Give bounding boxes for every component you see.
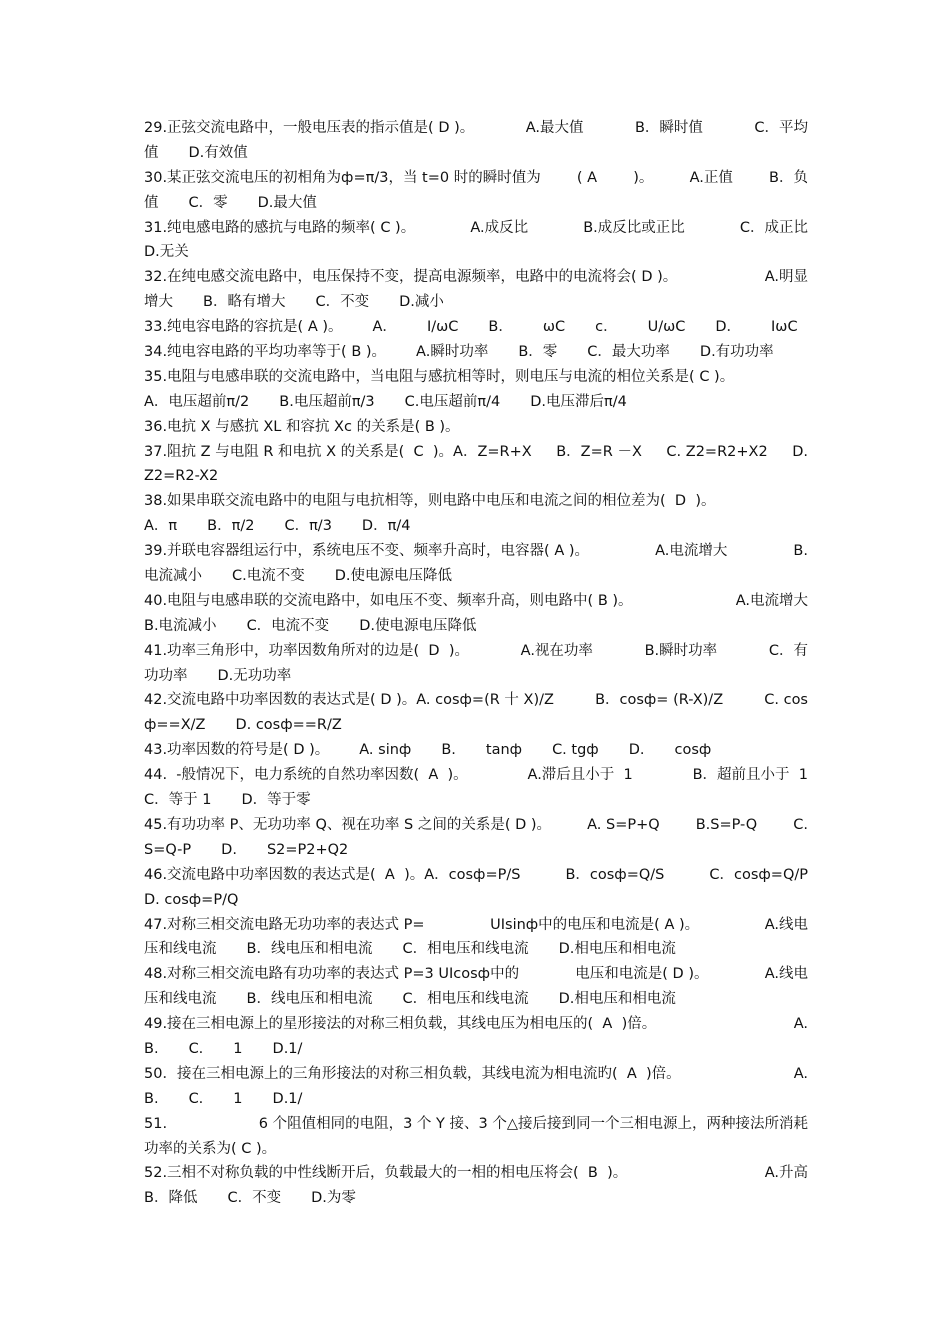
text-segment: B．线电压和相电流	[246, 941, 373, 958]
text-segment: 43.功率因数的符号是( D )。	[144, 742, 330, 759]
text-segment: A.视在功率	[520, 642, 593, 659]
text-line	[144, 564, 808, 589]
text-segment: D.	[628, 742, 645, 759]
text-segment: 1	[233, 1090, 243, 1107]
text-line	[144, 216, 808, 241]
text-segment: U/ωC	[647, 319, 686, 336]
text-segment: B．	[488, 319, 513, 336]
text-segment: A. S=P+Q	[587, 816, 660, 833]
text-segment: C．相电压和线电流	[402, 941, 529, 958]
text-segment: B．超前且小于 1	[692, 767, 808, 784]
text-segment: B.成反比或正比	[583, 219, 685, 236]
text-segment: B．瞬时值	[634, 120, 703, 136]
text-line	[144, 240, 808, 265]
text-segment: C．有	[768, 642, 808, 659]
text-segment: 33.纯电容电路的容抗是( A )。	[144, 319, 343, 336]
text-segment: )。	[633, 169, 654, 186]
text-segment: 35.电阻与电感串联的交流电路中，当电阻与感抗相等时，则电压与电流的相位关系是( C )。	[144, 368, 735, 385]
text-line	[144, 713, 808, 738]
text-segment: D.为零	[311, 1190, 356, 1207]
text-segment: A.线电	[764, 916, 808, 933]
text-line	[144, 1062, 808, 1087]
text-segment: C. tgф	[552, 742, 599, 759]
text-segment: 49.接在三相电源上的星形接法的对称三相负载，其线电压为相电压的( A )倍。	[144, 1016, 657, 1033]
text-line	[144, 1186, 808, 1211]
text-line	[144, 987, 808, 1012]
text-segment: D.无关	[144, 244, 189, 261]
text-segment: C．电流不变	[246, 617, 330, 634]
text-line	[144, 514, 808, 539]
text-segment: 功功率	[144, 667, 188, 684]
text-line	[144, 614, 808, 639]
text-segment: A.明显	[764, 269, 808, 286]
text-segment: A．π	[144, 518, 178, 535]
text-segment: ωC	[542, 319, 566, 336]
text-segment: ф==X/Z	[144, 717, 206, 734]
text-segment: 压和线电流	[144, 991, 217, 1008]
text-segment: 34.纯电容电路的平均功率等于( B )。	[144, 344, 387, 361]
text-segment: 37.阻抗 Z 与电阻 R 和电抗 X 的关系是( C )。A．Z=R+X	[144, 443, 532, 460]
text-segment: A.	[793, 1065, 808, 1082]
text-segment: B．略有增大	[203, 294, 286, 311]
text-segment: D.1/	[272, 1040, 303, 1057]
text-line	[144, 639, 808, 664]
text-line	[144, 664, 808, 689]
text-segment: B.瞬时功率	[644, 642, 718, 659]
text-segment: A.电流增大	[735, 592, 808, 609]
text-segment: C.	[793, 816, 808, 833]
text-segment: B．Z=R －X	[556, 443, 642, 460]
text-segment: c．	[595, 319, 618, 336]
text-line	[144, 440, 808, 465]
text-segment: B．cosф=Q/S	[565, 866, 665, 883]
text-segment: B.	[793, 543, 808, 560]
text-segment: 29.正弦交流电路中，一般电压表的指示值是( D )。	[144, 120, 475, 136]
text-line	[144, 763, 808, 788]
text-segment: C. cos	[764, 692, 808, 709]
text-segment: B．负	[769, 169, 808, 186]
text-segment: S2=P2+Q2	[266, 841, 349, 858]
text-segment: D.	[221, 841, 237, 858]
text-line	[144, 539, 808, 564]
text-segment: 48.对称三相交流电路有功功率的表达式 P=3 UIcosф中的	[144, 966, 520, 983]
text-segment: A.瞬时功率	[416, 344, 489, 361]
text-line	[144, 489, 808, 514]
text-segment: A. sinф	[359, 742, 412, 759]
text-line	[144, 589, 808, 614]
text-segment: C.电流不变	[232, 568, 305, 585]
text-line	[144, 265, 808, 290]
text-segment: 42.交流电路中功率因数的表达式是( D )。A. cosф=(R 十 X)/Z	[144, 692, 554, 709]
text-segment: C．平均	[754, 120, 808, 136]
text-segment: Z2=R2-X2	[144, 468, 219, 485]
text-line	[144, 116, 808, 141]
text-segment: I/ωC	[426, 319, 459, 336]
text-segment: UIsinф中的电压和电流是( A )。	[490, 916, 700, 933]
text-segment: D.相电压和相电流	[558, 941, 676, 958]
text-line	[144, 464, 808, 489]
text-segment: C．cosф=Q/P	[709, 866, 808, 883]
text-segment: 增大	[144, 294, 173, 311]
text-segment: D.有功功率	[699, 344, 774, 361]
text-segment: 39.并联电容器组运行中，系统电压不变、频率升高时，电容器( A )。	[144, 543, 590, 560]
text-segment: 30.某正弦交流电压的初相角为ф=π/3，当 t=0 时的瞬时值为	[144, 169, 541, 186]
text-segment: D.有效值	[188, 144, 248, 161]
text-line	[144, 191, 808, 216]
text-line	[144, 1037, 808, 1062]
text-segment: 47.对称三相交流电路无功功率的表达式 P=	[144, 916, 425, 933]
text-segment: cosф	[674, 742, 712, 759]
text-segment: C. Z2=R2+X2	[666, 443, 768, 460]
text-segment: A．	[372, 319, 397, 336]
text-segment: B．线电压和相电流	[246, 991, 373, 1008]
text-line	[144, 1112, 808, 1137]
text-segment: 40.电阻与电感串联的交流电路中，如电压不变、频率升高，则电路中( B )。	[144, 592, 633, 609]
text-segment: 32.在纯电感交流电路中，电压保持不变，提高电源频率，电路中的电流将会( D )。	[144, 269, 678, 286]
text-segment: D. cosф==R/Z	[235, 717, 342, 734]
text-line	[144, 415, 808, 440]
text-segment: IωC	[771, 319, 798, 336]
text-segment: C.	[188, 1040, 204, 1057]
text-line	[144, 738, 808, 763]
text-segment: C．π/3	[284, 518, 332, 535]
text-segment: 45.有功功率 P、无功功率 Q、视在功率 S 之间的关系是( D )。	[144, 816, 552, 833]
text-segment: D.1/	[272, 1090, 303, 1107]
text-segment: B．π/2	[207, 518, 255, 535]
text-segment: 50．接在三相电源上的三角形接法的对称三相负载，其线电流为相电流旳( A )倍。	[144, 1065, 681, 1082]
text-line	[144, 290, 808, 315]
text-segment: 41.功率三角形中，功率因数角所对的边是( D )。	[144, 642, 469, 659]
text-segment: 电压和电流是( D )。	[575, 966, 709, 983]
text-segment: D.使电源电压降低	[334, 568, 453, 585]
text-segment: C．等于 1	[144, 792, 212, 809]
text-segment: 31.纯电感电路的感抗与电路的频率( C )。	[144, 219, 416, 236]
document-page	[144, 116, 808, 1211]
text-segment: B.	[144, 1090, 159, 1107]
text-segment: 6 个阻值相同的电阻，3 个 Y 接、3 个△接后接到同一个三相电源上，两种接法所消耗	[258, 1115, 808, 1132]
text-line	[144, 813, 808, 838]
text-segment: B.S=P-Q	[695, 816, 758, 833]
text-segment: 46.交流电路中功率因数的表达式是( A )。A．cosф=P/S	[144, 866, 521, 883]
text-segment: A.升高	[764, 1165, 808, 1182]
text-segment: D.	[792, 443, 808, 460]
text-segment: 38.如果串联交流电路中的电阻与电抗相等，则电路中电压和电流之间的相位差为( D )。	[144, 493, 716, 510]
text-segment: D.减小	[399, 294, 444, 311]
text-line	[144, 913, 808, 938]
text-segment: B.电流减小	[144, 617, 217, 634]
text-line	[144, 365, 808, 390]
text-segment: A.最大值	[525, 120, 584, 136]
text-segment: 44. -般情况下，电力系统的自然功率因数( A )。	[144, 767, 468, 784]
text-line	[144, 1012, 808, 1037]
text-segment: B．零	[518, 344, 558, 361]
text-segment: ( A	[576, 169, 598, 186]
text-line	[144, 1161, 808, 1186]
text-line	[144, 888, 808, 913]
text-segment: S=Q-P	[144, 841, 192, 858]
text-segment: B.电压超前π/3	[279, 393, 375, 410]
text-line	[144, 315, 808, 340]
text-segment: A.	[793, 1016, 808, 1033]
text-segment: D.使电源电压降低	[359, 617, 477, 634]
text-segment: A.滞后且小于 1	[527, 767, 633, 784]
text-line	[144, 166, 808, 191]
text-segment: D. cosф=P/Q	[144, 891, 239, 908]
text-line	[144, 1137, 808, 1162]
text-segment: D．π/4	[361, 518, 411, 535]
text-segment: D．等于零	[241, 792, 311, 809]
text-segment: A．电压超前π/2	[144, 393, 250, 410]
text-segment: A.线电	[764, 966, 808, 983]
text-line	[144, 962, 808, 987]
text-segment: B.	[441, 742, 456, 759]
text-line	[144, 390, 808, 415]
text-line	[144, 340, 808, 365]
text-segment: B.	[144, 1040, 159, 1057]
text-line	[144, 863, 808, 888]
text-segment: C．相电压和线电流	[402, 991, 529, 1008]
text-segment: 52.三相不对称负载的中性线断开后，负载最大的一相的相电压将会( B )。	[144, 1165, 628, 1182]
text-segment: C．最大功率	[587, 344, 670, 361]
text-segment: B．cosф= (R-X)/Z	[595, 692, 724, 709]
text-segment: 1	[233, 1040, 243, 1057]
text-line	[144, 838, 808, 863]
text-segment: 功率的关系为( C )。	[144, 1140, 277, 1157]
text-segment: C.	[188, 1090, 204, 1107]
text-segment: A.正值	[689, 169, 733, 186]
text-segment: 压和线电流	[144, 941, 217, 958]
text-segment: 51.	[144, 1115, 168, 1132]
text-segment: 值	[144, 144, 159, 161]
text-line	[144, 1087, 808, 1112]
text-segment: D.最大值	[257, 194, 317, 211]
text-segment: D.相电压和相电流	[558, 991, 676, 1008]
text-line	[144, 788, 808, 813]
text-segment: 值	[144, 194, 159, 211]
text-segment: D．	[715, 319, 742, 336]
text-segment: C.电压超前π/4	[404, 393, 501, 410]
text-segment: A.电流增大	[655, 543, 728, 560]
text-segment: D.无功功率	[217, 667, 292, 684]
text-segment: B．降低	[144, 1190, 198, 1207]
text-segment: C．不变	[315, 294, 370, 311]
text-segment: C．零	[188, 194, 228, 211]
text-segment: C．成正比	[739, 219, 808, 236]
text-line	[144, 141, 808, 166]
text-line	[144, 688, 808, 713]
text-segment: A.成反比	[470, 219, 529, 236]
text-segment: C．不变	[227, 1190, 282, 1207]
text-line	[144, 937, 808, 962]
text-segment: 36.电抗 X 与感抗 XL 和容抗 Xc 的关系是( B )。	[144, 418, 460, 435]
text-segment: 电流减小	[144, 568, 202, 585]
text-segment: tanф	[485, 742, 523, 759]
text-segment: D.电压滞后π/4	[530, 393, 627, 410]
